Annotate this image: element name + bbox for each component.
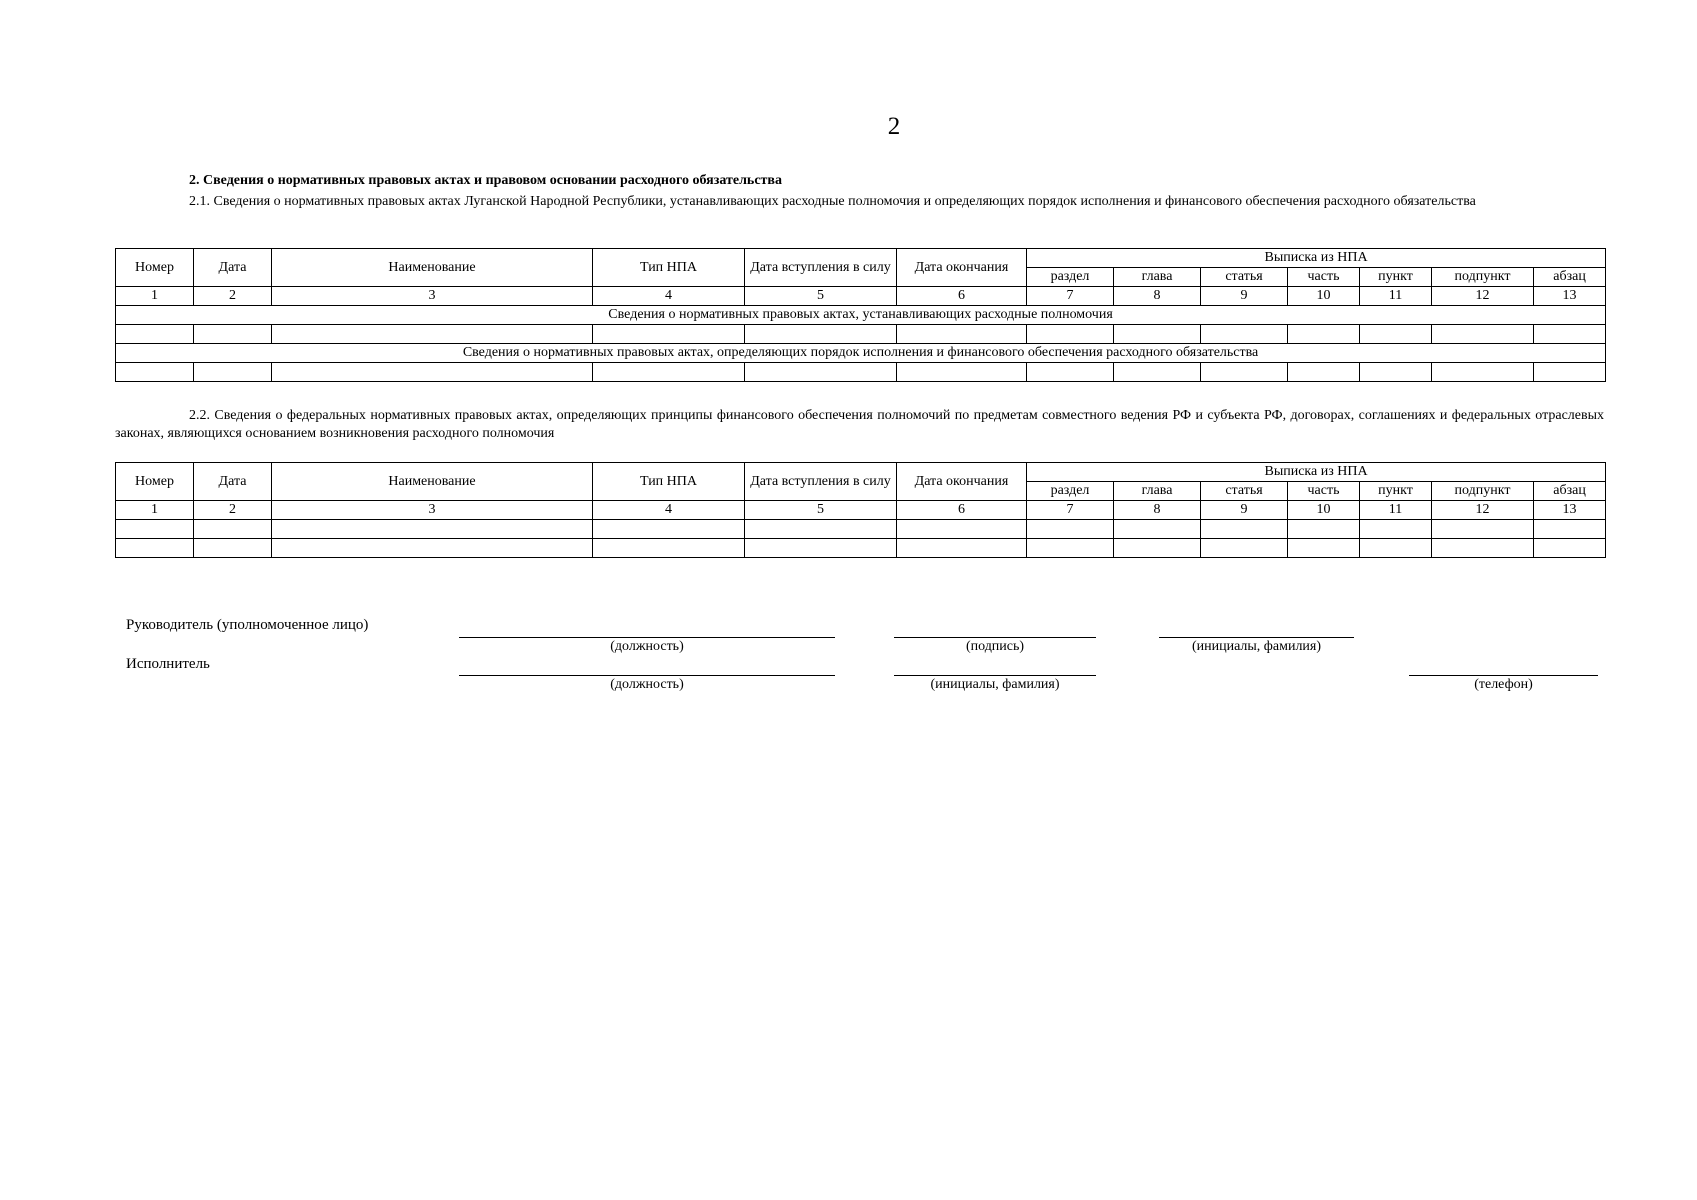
header-tip-npa: Тип НПА (593, 463, 745, 501)
column-number: 12 (1432, 501, 1534, 520)
empty-cell[interactable] (1027, 363, 1114, 382)
column-number: 6 (897, 287, 1027, 306)
npa-table-federal (115, 462, 1606, 558)
empty-cell[interactable] (1288, 539, 1360, 558)
empty-cell[interactable] (194, 520, 272, 539)
empty-cell[interactable] (1114, 539, 1201, 558)
header-naimenovanie: Наименование (272, 463, 593, 501)
column-number: 1 (116, 501, 194, 520)
empty-cell[interactable] (1027, 325, 1114, 344)
header-abzats: абзац (1534, 482, 1606, 501)
table-row (116, 325, 1606, 344)
caption-telefon: (телефон) (1474, 677, 1533, 692)
column-number-row (116, 287, 1606, 306)
column-number: 10 (1288, 287, 1360, 306)
empty-cell[interactable] (1534, 539, 1606, 558)
empty-cell[interactable] (1288, 325, 1360, 344)
header-punkt: пункт (1360, 482, 1432, 501)
empty-cell[interactable] (1201, 520, 1288, 539)
header-razdel: раздел (1027, 482, 1114, 501)
column-number: 4 (593, 287, 745, 306)
executor-position-line[interactable] (459, 675, 835, 676)
empty-cell[interactable] (1114, 325, 1201, 344)
column-number: 3 (272, 501, 593, 520)
empty-cell[interactable] (1534, 325, 1606, 344)
caption-dolzhnost: (должность) (610, 639, 684, 654)
column-number: 5 (745, 501, 897, 520)
column-number: 8 (1114, 501, 1201, 520)
caption-initsialy: (инициалы, фамилия) (930, 677, 1060, 692)
caption-initsialy: (инициалы, фамилия) (1191, 639, 1322, 654)
caption-dolzhnost: (должность) (610, 677, 684, 692)
column-number: 13 (1534, 501, 1606, 520)
group-row-raskhodnye-polnomochiya: Сведения о нормативных правовых актах, устанавливающих расходные полномочия (116, 306, 1606, 325)
paragraph-2-2: 2.2. Сведения о федеральных нормативных правовых актах, определяющих принципы финансового обеспечения полномочий по предметам совместного ведения РФ и субъекта РФ, договорах, соглашениях и федеральных отраслевых законах, являющихся основанием возникновения расходного полномочия (115, 408, 1604, 441)
empty-cell[interactable] (1114, 363, 1201, 382)
column-number: 11 (1360, 287, 1432, 306)
header-podpunkt: подпункт (1432, 482, 1534, 501)
empty-cell[interactable] (272, 539, 593, 558)
column-number: 6 (897, 501, 1027, 520)
header-nomer: Номер (116, 249, 194, 287)
empty-cell[interactable] (1432, 325, 1534, 344)
empty-cell[interactable] (1201, 363, 1288, 382)
column-number: 1 (116, 287, 194, 306)
header-data-okonchaniya: Дата окончания (897, 249, 1027, 287)
column-number: 2 (194, 501, 272, 520)
empty-cell[interactable] (116, 539, 194, 558)
column-number: 5 (745, 287, 897, 306)
empty-cell[interactable] (593, 539, 745, 558)
empty-cell[interactable] (897, 520, 1027, 539)
column-number: 2 (194, 287, 272, 306)
group-row-poryadok-ispolneniya: Сведения о нормативных правовых актах, определяющих порядок исполнения и финансового обеспечения расходного обязательства (116, 344, 1606, 363)
table-row (116, 520, 1606, 539)
executor-label: Исполнитель (126, 656, 210, 672)
empty-cell[interactable] (593, 325, 745, 344)
head-name-line[interactable] (1159, 637, 1354, 638)
column-number: 9 (1201, 287, 1288, 306)
empty-cell[interactable] (1288, 363, 1360, 382)
empty-cell[interactable] (1360, 363, 1432, 382)
empty-cell[interactable] (745, 363, 897, 382)
empty-cell[interactable] (745, 520, 897, 539)
column-number-row (116, 501, 1606, 520)
empty-cell[interactable] (1201, 325, 1288, 344)
column-number: 11 (1360, 501, 1432, 520)
header-statya: статья (1201, 268, 1288, 287)
column-number: 13 (1534, 287, 1606, 306)
header-statya: статья (1201, 482, 1288, 501)
empty-cell[interactable] (194, 539, 272, 558)
header-data-vstupleniya: Дата вступления в силу (745, 463, 897, 501)
column-number: 10 (1288, 501, 1360, 520)
header-glava: глава (1114, 482, 1201, 501)
empty-cell[interactable] (593, 520, 745, 539)
header-data: Дата (194, 463, 272, 501)
empty-cell[interactable] (1027, 520, 1114, 539)
header-data-okonchaniya: Дата окончания (897, 463, 1027, 501)
caption-podpis: (подпись) (965, 639, 1025, 654)
empty-cell[interactable] (1288, 520, 1360, 539)
empty-cell[interactable] (745, 325, 897, 344)
header-chast: часть (1288, 268, 1360, 287)
table-row (116, 539, 1606, 558)
header-naimenovanie: Наименование (272, 249, 593, 287)
page-number: 2 (887, 113, 901, 140)
table-row (116, 363, 1606, 382)
empty-cell[interactable] (1360, 520, 1432, 539)
empty-cell[interactable] (116, 325, 194, 344)
empty-cell[interactable] (272, 520, 593, 539)
header-nomer: Номер (116, 463, 194, 501)
empty-cell[interactable] (1432, 520, 1534, 539)
header-vypiska: Выписка из НПА (1027, 463, 1606, 482)
empty-cell[interactable] (116, 363, 194, 382)
header-razdel: раздел (1027, 268, 1114, 287)
empty-cell[interactable] (194, 363, 272, 382)
executor-phone-line[interactable] (1409, 675, 1598, 676)
header-data-vstupleniya: Дата вступления в силу (745, 249, 897, 287)
header-punkt: пункт (1360, 268, 1432, 287)
empty-cell[interactable] (1432, 363, 1534, 382)
executor-name-line[interactable] (894, 675, 1096, 676)
empty-cell[interactable] (116, 520, 194, 539)
paragraph-2-1: 2.1. Сведения о нормативных правовых актах Луганской Народной Республики, устанавливающих расходные полномочия и определяющих порядок исполнения и финансового обеспечения расходного обязательства (189, 194, 1476, 209)
header-glava: глава (1114, 268, 1201, 287)
header-podpunkt: подпункт (1432, 268, 1534, 287)
empty-cell[interactable] (194, 325, 272, 344)
head-signature-line[interactable] (894, 637, 1096, 638)
empty-cell[interactable] (1027, 539, 1114, 558)
empty-cell[interactable] (1432, 539, 1534, 558)
column-number: 4 (593, 501, 745, 520)
empty-cell[interactable] (745, 539, 897, 558)
column-number: 8 (1114, 287, 1201, 306)
header-data: Дата (194, 249, 272, 287)
section-heading: 2. Сведения о нормативных правовых актах и правовом основании расходного обязательства (189, 173, 782, 188)
empty-cell[interactable] (897, 363, 1027, 382)
empty-cell[interactable] (593, 363, 745, 382)
empty-cell[interactable] (897, 325, 1027, 344)
npa-table-regional (115, 248, 1606, 382)
head-label: Руководитель (уполномоченное лицо) (126, 617, 369, 633)
header-chast: часть (1288, 482, 1360, 501)
empty-cell[interactable] (897, 539, 1027, 558)
column-number: 3 (272, 287, 593, 306)
column-number: 7 (1027, 287, 1114, 306)
column-number: 7 (1027, 501, 1114, 520)
column-number: 12 (1432, 287, 1534, 306)
head-position-line[interactable] (459, 637, 835, 638)
empty-cell[interactable] (1534, 363, 1606, 382)
header-vypiska: Выписка из НПА (1027, 249, 1606, 268)
empty-cell[interactable] (1534, 520, 1606, 539)
empty-cell[interactable] (1360, 325, 1432, 344)
empty-cell[interactable] (272, 325, 593, 344)
empty-cell[interactable] (272, 363, 593, 382)
header-tip-npa: Тип НПА (593, 249, 745, 287)
empty-cell[interactable] (1201, 539, 1288, 558)
column-number: 9 (1201, 501, 1288, 520)
empty-cell[interactable] (1360, 539, 1432, 558)
empty-cell[interactable] (1114, 520, 1201, 539)
header-abzats: абзац (1534, 268, 1606, 287)
